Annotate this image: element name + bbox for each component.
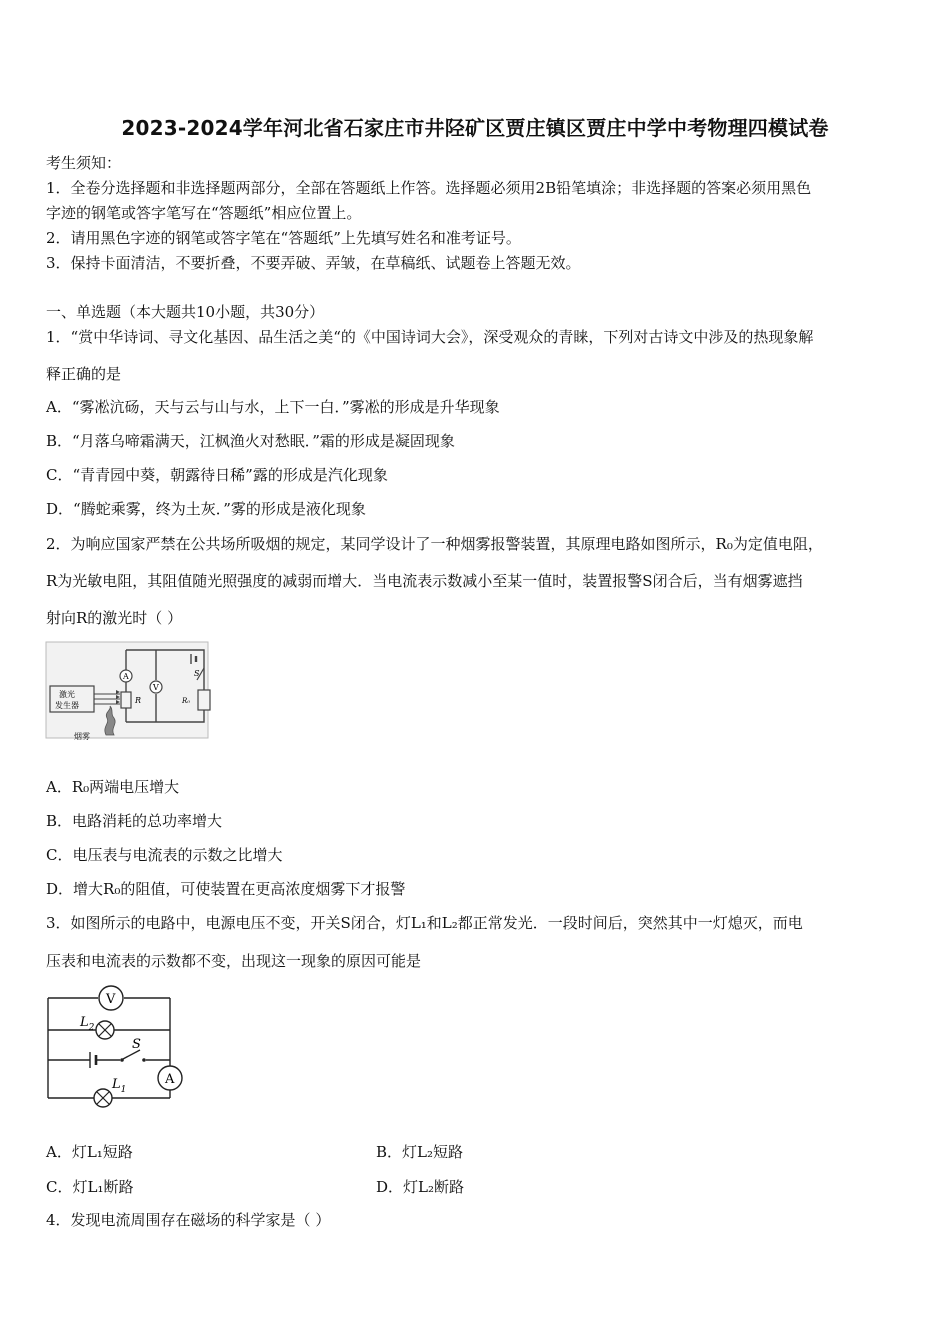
resistor-r-label: R <box>135 696 142 705</box>
question-1-option-c: C．“青青园中葵，朝露待日稀”露的形成是汽化现象 <box>46 466 388 484</box>
question-2-option-c: C．电压表与电流表的示数之比增大 <box>46 846 283 864</box>
laser-label-2: 发生器 <box>55 701 79 710</box>
question-3-stem-cont: 压表和电流表的示数都不变，出现这一现象的原因可能是 <box>46 952 422 970</box>
page-title: 2023-2024学年河北省石家庄市井陉矿区贾庄镇区贾庄中学中考物理四模试卷 <box>121 116 829 140</box>
question-3-stem: 3．如图所示的电路中，电源电压不变，开关S闭合，灯L₁和L₂都正常发光．一段时间后，突然其中一灯熄灭，而电 <box>46 914 803 932</box>
lamp-l1-letter: L <box>112 1077 121 1092</box>
notice-item: 字迹的钢笔或答字笔写在“答题纸”相应位置上。 <box>46 204 362 222</box>
question-2-option-b: B．电路消耗的总功率增大 <box>46 812 223 830</box>
question-3-option-c: C．灯L₁断路 <box>46 1178 134 1196</box>
lamp-l1-subscript: 1 <box>120 1085 127 1095</box>
ammeter-label: A <box>123 672 129 681</box>
lamp-l2-icon <box>96 1021 114 1039</box>
smoke-alarm-circuit-figure <box>44 640 214 745</box>
question-1-stem-cont: 释正确的是 <box>46 365 122 383</box>
question-2-stem: 2．为响应国家严禁在公共场所吸烟的规定，某同学设计了一种烟雾报警装置，其原理电路如图所示，R₀为定值电阻， <box>46 535 823 553</box>
notice-item: 3．保持卡面清洁，不要折叠，不要弄破、弄皱，在草稿纸、试题卷上答题无效。 <box>46 254 581 272</box>
notice-item: 2．请用黑色字迹的钢笔或答字笔在“答题纸”上先填写姓名和准考证号。 <box>46 229 521 247</box>
notice-heading: 考生须知： <box>46 154 122 172</box>
voltmeter-label: V <box>106 992 116 1007</box>
switch-label: S <box>132 1037 141 1052</box>
question-2-stem-end: 射向R的激光时（ ） <box>46 609 183 627</box>
question-2-stem-cont: R为光敏电阻，其阻值随光照强度的减弱而增大．当电流表示数减小至某一值时，装置报警S闭合后，当有烟雾遮挡 <box>46 572 803 590</box>
question-1-option-b: B．“月落乌啼霜满天，江枫渔火对愁眠．”霜的形成是凝固现象 <box>46 432 455 450</box>
question-3-option-d: D．灯L₂断路 <box>376 1178 465 1196</box>
lamp-l1-label <box>111 1077 126 1095</box>
question-1-option-d: D．“腾蛇乘雾，终为土灰．”雾的形成是液化现象 <box>46 500 366 518</box>
question-3-option-b: B．灯L₂短路 <box>376 1143 463 1161</box>
voltmeter-label: V <box>153 683 159 692</box>
lamp-l2-subscript: 2 <box>88 1023 95 1033</box>
lamp-l2-letter: L <box>80 1015 89 1030</box>
ammeter-label: A <box>165 1072 175 1087</box>
notice-item: 1．全卷分选择题和非选择题两部分，全部在答题纸上作答。选择题必须用2B铅笔填涂；非选择题的答案必须用黑色 <box>46 179 812 197</box>
question-1-option-a: A．“雾凇沆砀，天与云与山与水，上下一白．”雾凇的形成是升华现象 <box>46 398 500 416</box>
question-3-option-a: A．灯L₁短路 <box>46 1143 133 1161</box>
laser-label-1: 激光 <box>59 690 75 699</box>
lamp-l1-icon <box>94 1089 112 1107</box>
smoke-label: 烟雾 <box>74 732 90 741</box>
question-2-option-d: D．增大R₀的阻值，可使装置在更高浓度烟雾下才报警 <box>46 880 406 898</box>
switch-label: S <box>194 669 200 678</box>
question-1-stem: 1．“赏中华诗词、寻文化基因、品生活之美“的《中国诗词大会》，深受观众的青睐，下列对古诗文中涉及的热现象解 <box>46 328 814 346</box>
resistor-r0-label: R₀ <box>182 697 191 705</box>
lamp-circuit-figure <box>40 984 190 1109</box>
question-2-option-a: A．R₀两端电压增大 <box>46 778 180 796</box>
question-4-stem: 4．发现电流周围存在磁场的科学家是（ ） <box>46 1211 331 1229</box>
section-heading: 一、单选题（本大题共10小题，共30分） <box>46 303 325 321</box>
